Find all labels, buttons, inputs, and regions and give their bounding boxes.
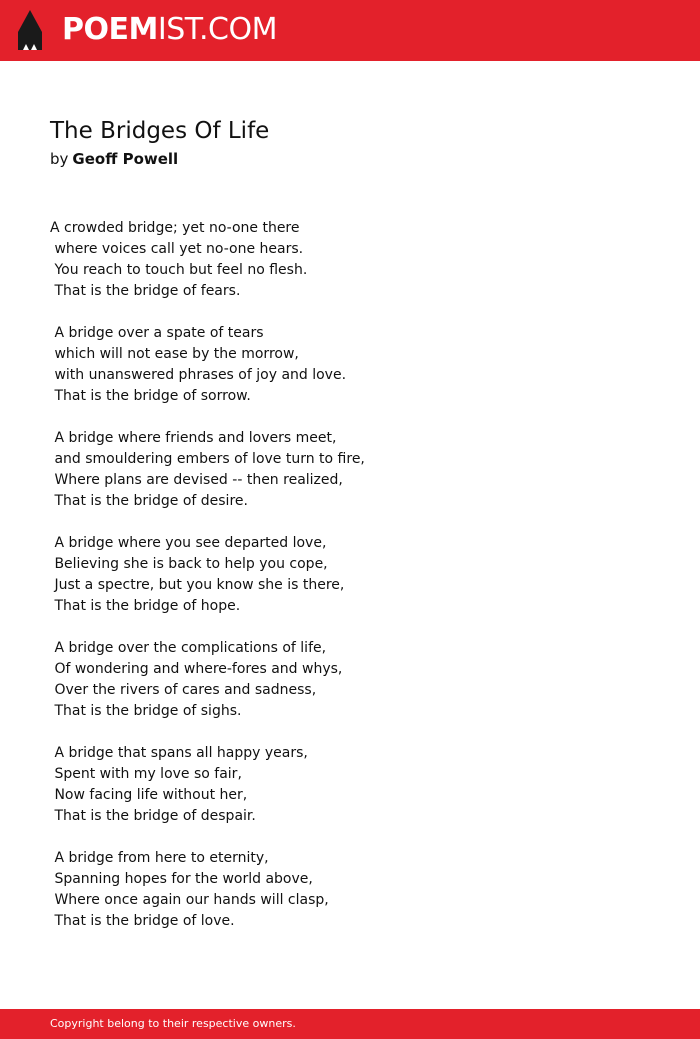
poem-line: That is the bridge of love. — [50, 913, 235, 929]
poem-line: You reach to touch but feel no flesh. — [50, 262, 308, 278]
poem-line: Where plans are devised -- then realized, — [50, 472, 343, 488]
author-name: Geoff Powell — [72, 150, 179, 168]
poem-line: with unanswered phrases of joy and love. — [50, 367, 347, 383]
poem-line: A bridge over a spate of tears — [50, 325, 264, 341]
poem-line: Believing she is back to help you cope, — [50, 556, 328, 572]
poem-line: A bridge where friends and lovers meet, — [50, 430, 337, 446]
poem-line: A bridge over the complications of life, — [50, 640, 327, 656]
by-label: by — [50, 150, 69, 168]
pencil-logo-icon[interactable] — [17, 10, 43, 50]
site-logo[interactable] — [62, 12, 277, 48]
poem-line: where voices call yet no-one hears. — [50, 241, 304, 257]
logo-light-text: IST.COM — [157, 12, 277, 47]
poem-line: and smouldering embers of love turn to fire, — [50, 451, 365, 467]
poem-title: The Bridges Of Life — [50, 118, 270, 144]
poem-line: Of wondering and where-fores and whys, — [50, 661, 343, 677]
poem-line: Now facing life without her, — [50, 787, 248, 803]
poem-line: Spanning hopes for the world above, — [50, 871, 313, 887]
poem-line: That is the bridge of sighs. — [50, 703, 242, 719]
logo-strong-text: POEM — [62, 12, 158, 47]
poem-body — [50, 218, 650, 953]
stanza-7 — [50, 848, 650, 932]
poem-line: Over the rivers of cares and sadness, — [50, 682, 317, 698]
poem-line: which will not ease by the morrow, — [50, 346, 299, 362]
stanza-6 — [50, 743, 650, 827]
poem-line: A bridge where you see departed love, — [50, 535, 327, 551]
copyright-text: Copyright belong to their respective owners. — [50, 1017, 296, 1030]
poem-line: Where once again our hands will clasp, — [50, 892, 329, 908]
poem-line: That is the bridge of sorrow. — [50, 388, 251, 404]
site-header — [0, 0, 700, 61]
poem-line: A crowded bridge; yet no-one there — [50, 220, 300, 236]
stanza-2 — [50, 323, 650, 407]
poem-line: A bridge that spans all happy years, — [50, 745, 308, 761]
byline — [50, 148, 178, 170]
stanza-5 — [50, 638, 650, 722]
poem-line: Spent with my love so fair, — [50, 766, 242, 782]
poem-line: That is the bridge of fears. — [50, 283, 241, 299]
poem-line: A bridge from here to eternity, — [50, 850, 269, 866]
poem-line: That is the bridge of hope. — [50, 598, 241, 614]
stanza-3 — [50, 428, 650, 512]
poem-line: That is the bridge of despair. — [50, 808, 256, 824]
poem-line: Just a spectre, but you know she is there, — [50, 577, 345, 593]
stanza-4 — [50, 533, 650, 617]
poem-line: That is the bridge of desire. — [50, 493, 248, 509]
stanza-1 — [50, 218, 650, 302]
site-footer — [0, 1009, 700, 1039]
